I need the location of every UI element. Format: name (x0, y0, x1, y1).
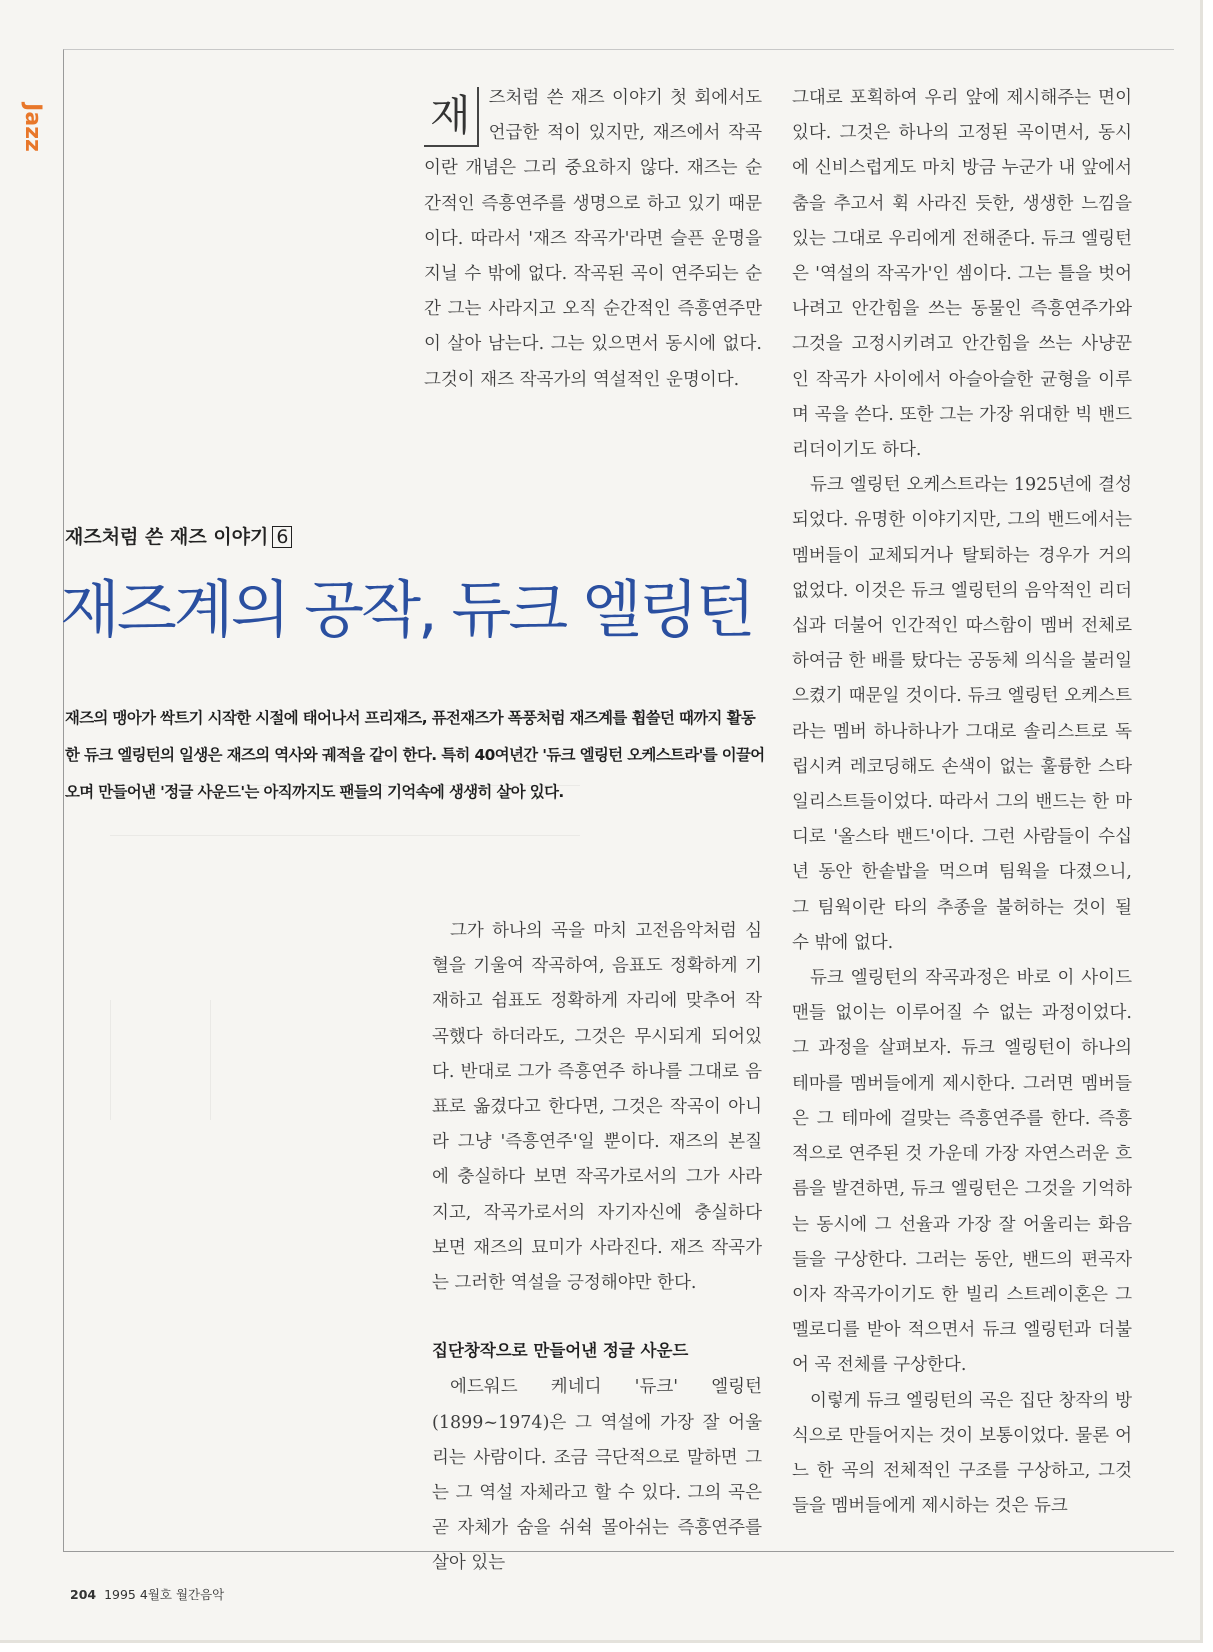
series-title-text: 재즈처럼 쓴 재즈 이야기 (65, 526, 269, 548)
body-paragraph: 에드워드 케네디 '듀크' 엘링턴(1899~1974)은 그 역설에 가장 잘 어울리는 사람이다. 조금 극단적으로 말하면 그는 그 역설 자체라고 할 수 있다. 그의 곡은 곧 자체가 숨을 쉬쉭 몰아쉬는 즉흥연주를 살아 있는 (432, 1377, 762, 1574)
section-tab-label: Jazz (19, 102, 45, 152)
body-paragraph: 듀크 엘링턴 오케스트라는 1925년에 결성되었다. 유명한 이야기지만, 그의 밴드에서는 멤버들이 교체되거나 탈퇴하는 경우가 거의 없었다. 이것은 듀크 엘링턴의 음악적인 리더십과 더불어 인간적인 따스함이 멤버 전체로 하여금 한 배를 탔다는 공동체 의식을 불러일으켰기 때문일 것이다. 듀크 엘링턴 오케스트라는 멤버 하나하나가 그대로 솔리스트로 독립시켜 레코딩해도 손색이 없는 훌륭한 스타일리스트들이었다. 따라서 그의 밴드는 한 마디로 '올스타 밴드'이다. 그런 사람들이 수십년 동안 한솥밥을 먹으며 팀웍을 다졌으니, 그 팀웍이란 타의 추종을 불허하는 것이 될 수 밖에 없다. (792, 475, 1132, 953)
column-intro (424, 81, 762, 398)
column-left-body (432, 914, 762, 1582)
section-tab (18, 88, 46, 166)
section-subhead: 집단창작으로 만들어낸 정글 사운드 (432, 1341, 689, 1361)
intro-text: 즈처럼 쓴 재즈 이야기 첫 회에서도 언급한 적이 있지만, 재즈에서 작곡이란 개념은 그리 중요하지 않다. 재즈는 순간적인 즉흥연주를 생명으로 하고 있기 때문이다. 따라서 '재즈 작곡가'라면 슬픈 운명을 지닐 수 밖에 없다. 작곡된 곡이 연주되는 순간 그는 사라지고 오직 순간적인 즉흥연주만이 살아 남는다. 그는 있으면서 동시에 없다. 그것이 재즈 작곡가의 역설적인 운명이다. (424, 88, 762, 390)
column-right-body (792, 81, 1132, 1524)
body-paragraph: 듀크 엘링턴의 작곡과정은 바로 이 사이드맨들 없이는 이루어질 수 없는 과정이었다. 그 과정을 살펴보자. 듀크 엘링턴이 하나의 테마를 멤버들에게 제시한다. 그러면 멤버들은 그 테마에 걸맞는 즉흥연주를 한다. 즉흥적으로 연주된 것 가운데 가장 자연스러운 흐름을 발견하면, 듀크 엘링턴은 그것을 기억하는 동시에 그 선율과 가장 잘 어울리는 화음들을 구상한다. 그러는 동안, 밴드의 편곡자이자 작곡가이기도 한 빌리 스트레이혼은 그 멜로디를 받아 적으면서 듀크 엘링턴과 더불어 곡 전체를 구상한다. (792, 968, 1132, 1376)
body-paragraph: 이렇게 듀크 엘링턴의 곡은 집단 창작의 방식으로 만들어지는 것이 보통이었다. 물론 어느 한 곡의 전체적인 구조를 구상하고, 그것들을 멤버들에게 제시하는 것은 듀크 (792, 1390, 1132, 1517)
issue-info: 1995 4월호 월간음악 (104, 1587, 225, 1602)
body-paragraph: 그가 하나의 곡을 마치 고전음악처럼 심혈을 기울여 작곡하여, 음표도 정확하게 기재하고 쉼표도 정확하게 자리에 맞추어 작곡했다 하더라도, 그것은 무시되게 되어있다. 반대로 그가 즉흥연주 하나를 그대로 음표로 옮겼다고 한다면, 그것은 작곡이 아니라 그냥 '즉흥연주'일 뿐이다. 재즈의 본질에 충실하다 보면 작곡가로서의 그가 사라지고, 작곡가로서의 자기자신에 충실하다 보면 재즈의 묘미가 사라진다. 재즈 작곡가는 그러한 역설을 긍정해야만 한다. (432, 921, 762, 1294)
body-paragraph: 그대로 포획하여 우리 앞에 제시해주는 면이 있다. 그것은 하나의 고정된 곡이면서, 동시에 신비스럽게도 마치 방금 누군가 내 앞에서 춤을 추고서 휙 사라진 듯한, 생생한 느낌을 있는 그대로 우리에게 전해준다. 듀크 엘링턴은 '역설의 작곡가'인 셈이다. 그는 틀을 벗어나려고 안간힘을 쓰는 동물인 즉흥연주가와 그것을 고정시키려고 안간힘을 쓰는 사냥꾼인 작곡가 사이에서 아슬아슬한 균형을 이루며 곡을 쓴다. 또한 그는 가장 위대한 빅 밴드 리더이기도 하다. (792, 88, 1132, 461)
series-number-badge: 6 (272, 526, 292, 548)
drop-cap: 재 (424, 87, 479, 147)
article-headline: 재즈계의 공작, 듀크 엘링턴 (60, 573, 753, 646)
page-footer (70, 1585, 224, 1603)
lead-paragraph: 재즈의 맹아가 싹트기 시작한 시절에 태어나서 프리재즈, 퓨전재즈가 폭풍처럼 재즈계를 휩쓸던 때까지 활동한 듀크 엘링턴의 일생은 재즈의 역사와 궤적을 같이 한다. 특히 40여년간 '듀크 엘링턴 오케스트라'를 이끌어오며 만들어낸 '정글 사운드'는 아직까지도 팬들의 기억속에 생생히 살아 있다. (65, 709, 765, 801)
page-number: 204 (70, 1587, 97, 1602)
series-title (65, 522, 292, 549)
